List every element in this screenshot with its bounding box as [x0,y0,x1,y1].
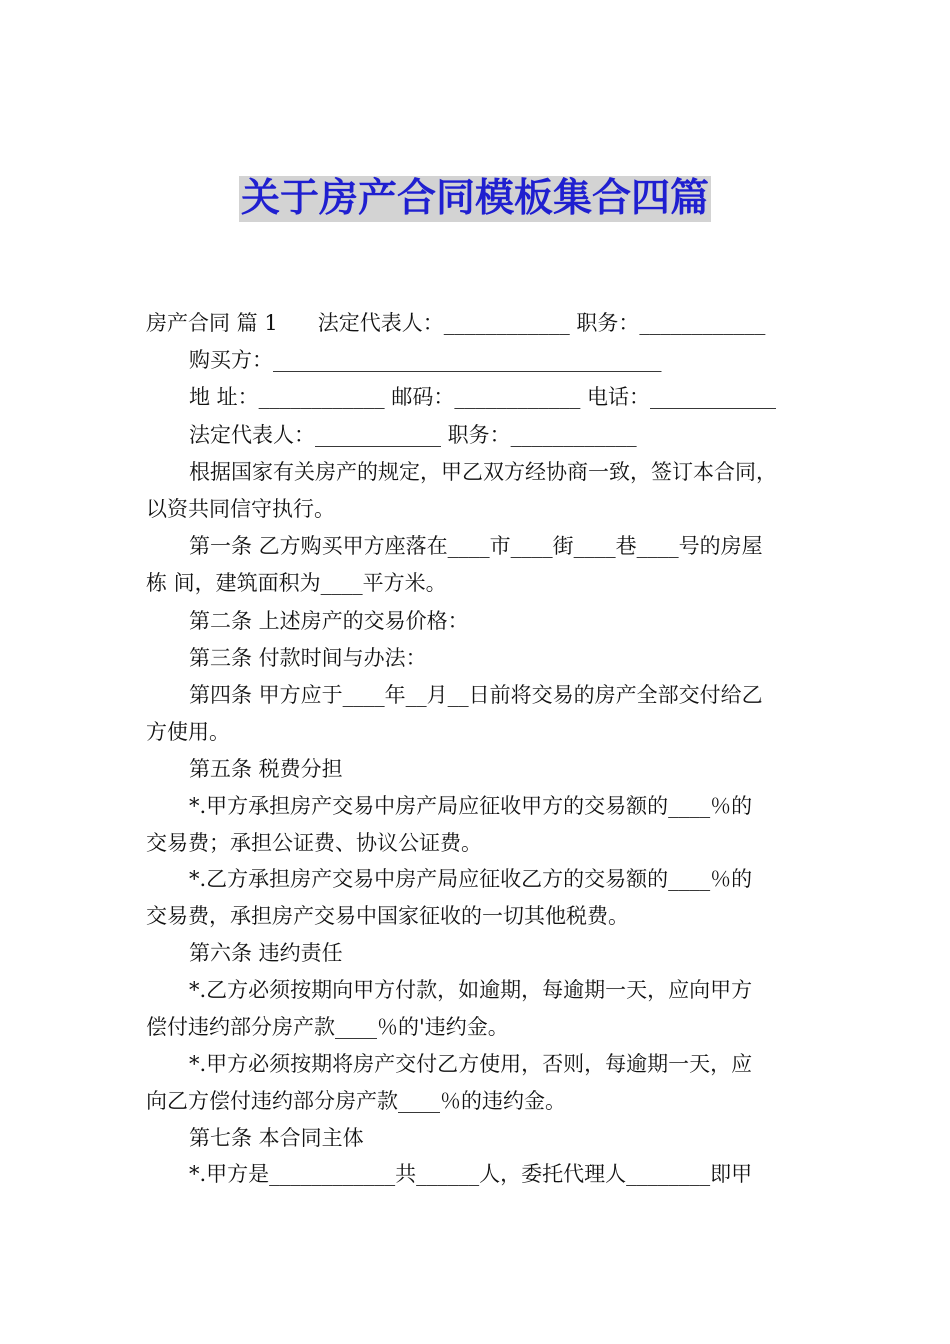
text-line: 根据国家有关房产的规定，甲乙双方经协商一致，签订本合同， [189,460,777,484]
document-title: 关于房产合同模板集合四篇 [240,176,709,221]
text-line: 购买方：_____________________________________ [189,348,662,372]
text-line: 以资共同信守执行。 [146,497,335,521]
text-line: 第一条 乙方购买甲方座落在____市____街____巷____号的房屋 [189,534,763,558]
text-line: *.甲方是____________共______人，委托代理人________即甲 [189,1162,753,1186]
text-line: 第五条 税费分担 [189,757,343,781]
text-line: 房产合同 篇 1 法定代表人：____________ 职务：____________ [146,311,766,335]
text-line: 第七条 本合同主体 [189,1126,364,1150]
text-line: 第二条 上述房产的交易价格： [189,609,469,633]
text-line: 第三条 付款时间与办法： [189,646,427,670]
text-line: 交易费；承担公证费、协议公证费。 [146,831,482,855]
text-line: 向乙方偿付违约部分房产款____％的违约金。 [146,1089,566,1113]
text-line: *.甲方承担房产交易中房产局应征收甲方的交易额的____％的 [189,794,753,818]
text-line: 交易费，承担房产交易中国家征收的一切其他税费。 [146,904,629,928]
text-line: 栋 间，建筑面积为____平方米。 [146,571,447,595]
text-line: 方使用。 [146,720,230,744]
text-line: 地 址：____________ 邮码：____________ 电话：____________ [189,385,777,409]
title-container [0,176,950,222]
text-line: 法定代表人：____________ 职务：____________ [189,423,637,447]
text-line: *.甲方必须按期将房产交付乙方使用，否则，每逾期一天，应 [189,1052,753,1076]
text-line: 第四条 甲方应于____年__月__日前将交易的房产全部交付给乙 [189,683,763,707]
text-line: *.乙方承担房产交易中房产局应征收乙方的交易额的____％的 [189,867,753,891]
text-line: 偿付违约部分房产款____％的'违约金。 [146,1015,509,1039]
text-line: 第六条 违约责任 [189,941,343,965]
text-line: *.乙方必须按期向甲方付款，如逾期，每逾期一天，应向甲方 [189,978,753,1002]
